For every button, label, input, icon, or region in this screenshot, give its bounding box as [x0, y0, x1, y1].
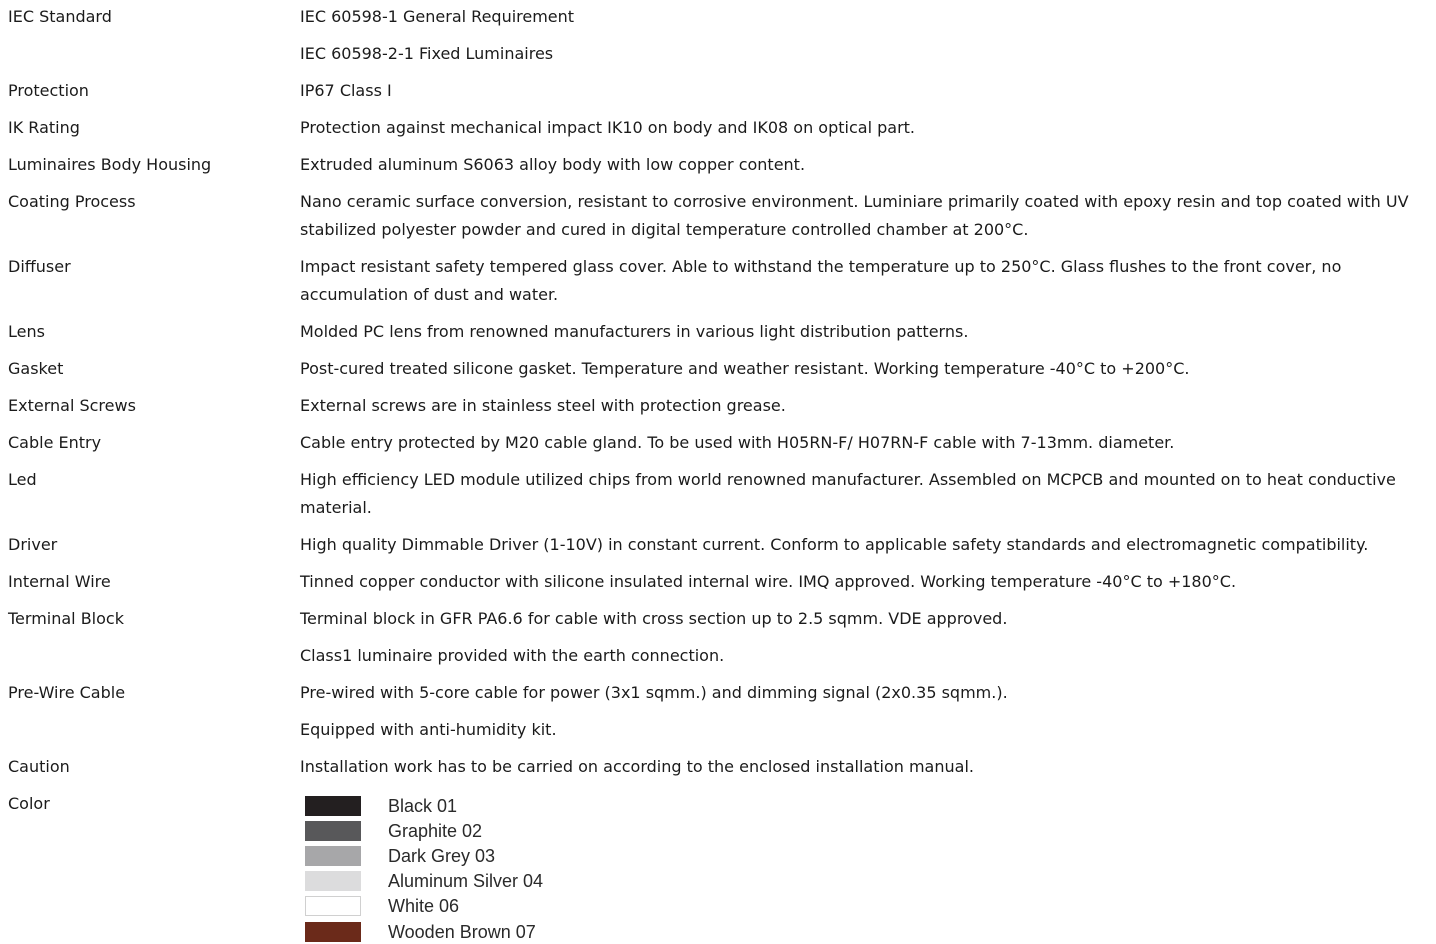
- spec-values: [300, 679, 1428, 753]
- spec-values: [300, 151, 1428, 188]
- spec-value: IEC 60598-2-1 Fixed Luminaires: [300, 44, 554, 63]
- spec-value: High efficiency LED module utilized chips from world renowned manufacturer. Assembled on MCPCB and mounted on to heat conductive material.: [300, 470, 1396, 517]
- spec-values: [300, 568, 1428, 605]
- color-swatch-item: [300, 869, 1428, 894]
- color-swatch-item: [300, 894, 1428, 919]
- color-swatch: [305, 871, 361, 891]
- spec-row: [8, 679, 1428, 753]
- spec-value: High quality Dimmable Driver (1-10V) in constant current. Conform to applicable safety standards and electromagnetic compatibility.: [300, 535, 1369, 554]
- spec-value: Pre-wired with 5-core cable for power (3x1 sqmm.) and dimming signal (2x0.35 sqmm.).: [300, 683, 1008, 702]
- color-swatch-name: Aluminum Silver 04: [388, 871, 544, 892]
- spec-row: [8, 3, 1428, 77]
- color-swatch: [305, 796, 361, 816]
- spec-values: [300, 188, 1428, 253]
- color-swatch: [305, 846, 361, 866]
- spec-label: Driver: [8, 535, 58, 554]
- color-swatch-item: [300, 818, 1428, 843]
- color-swatch-name: Wooden Brown 07: [388, 921, 536, 942]
- spec-value: Cable entry protected by M20 cable gland. To be used with H05RN-F/ H07RN-F cable with 7-13mm. diameter.: [300, 433, 1175, 452]
- color-swatch-list: [300, 790, 1428, 944]
- spec-values: [300, 531, 1428, 568]
- spec-row: [8, 568, 1428, 605]
- color-swatch-item: [300, 919, 1428, 944]
- spec-value: Nano ceramic surface conversion, resistant to corrosive environment. Luminiare primarily coated with epoxy resin and top coated with UV stabilized polyester powder and cured in digital temperature controlled chamber at 200°C.: [300, 192, 1409, 239]
- spec-value: Molded PC lens from renowned manufacturers in various light distribution patterns.: [300, 322, 969, 341]
- spec-values: [300, 753, 1428, 790]
- color-swatch-name: Dark Grey 03: [388, 845, 496, 866]
- spec-label: Pre-Wire Cable: [8, 683, 126, 702]
- spec-values: [300, 318, 1428, 355]
- color-swatch-name: Black 01: [388, 795, 458, 816]
- spec-label: Coating Process: [8, 192, 136, 211]
- spec-row: [8, 77, 1428, 114]
- spec-value: External screws are in stainless steel with protection grease.: [300, 396, 786, 415]
- spec-label: Cable Entry: [8, 433, 102, 452]
- color-swatch: [305, 896, 361, 916]
- spec-label: Gasket: [8, 359, 64, 378]
- spec-row: [8, 429, 1428, 466]
- spec-value: Installation work has to be carried on according to the enclosed installation manual.: [300, 757, 974, 776]
- spec-value: Post-cured treated silicone gasket. Temperature and weather resistant. Working temperature -40°C to +200°C.: [300, 359, 1190, 378]
- spec-values: [300, 253, 1428, 318]
- spec-label: Terminal Block: [8, 609, 124, 628]
- spec-value: IEC 60598-1 General Requirement: [300, 7, 575, 26]
- spec-values: [300, 466, 1428, 531]
- spec-row: [8, 253, 1428, 318]
- color-swatch-item: [300, 793, 1428, 818]
- spec-row: [8, 392, 1428, 429]
- spec-label: Internal Wire: [8, 572, 111, 591]
- spec-values: [300, 3, 1428, 77]
- spec-label: Led: [8, 470, 37, 489]
- spec-value: Tinned copper conductor with silicone insulated internal wire. IMQ approved. Working temperature -40°C to +180°C.: [300, 572, 1237, 591]
- spec-row: [8, 318, 1428, 355]
- spec-value: Class1 luminaire provided with the earth connection.: [300, 646, 725, 665]
- color-swatch-name: White 06: [388, 896, 460, 917]
- spec-label: IEC Standard: [8, 7, 112, 26]
- spec-row: [8, 188, 1428, 253]
- spec-row: [8, 753, 1428, 790]
- spec-value: Equipped with anti-humidity kit.: [300, 720, 557, 739]
- spec-row: [8, 605, 1428, 679]
- spec-values: [300, 392, 1428, 429]
- spec-table: [8, 3, 1428, 944]
- spec-row: [8, 114, 1428, 151]
- spec-row: [8, 355, 1428, 392]
- spec-values: [300, 77, 1428, 114]
- spec-value: Terminal block in GFR PA6.6 for cable with cross section up to 2.5 sqmm. VDE approved.: [300, 609, 1008, 628]
- color-swatch-item: [300, 843, 1428, 868]
- spec-label: Luminaires Body Housing: [8, 155, 212, 174]
- color-label: Color: [8, 794, 50, 813]
- color-row: [8, 790, 1428, 944]
- spec-value: Extruded aluminum S6063 alloy body with low copper content.: [300, 155, 806, 174]
- spec-label: IK Rating: [8, 118, 80, 137]
- spec-values: [300, 355, 1428, 392]
- spec-label: Lens: [8, 322, 45, 341]
- spec-value: Impact resistant safety tempered glass cover. Able to withstand the temperature up to 250°C. Glass flushes to the front cover, no accumulation of dust and water.: [300, 257, 1342, 304]
- spec-label: Diffuser: [8, 257, 71, 276]
- spec-values: [300, 429, 1428, 466]
- color-swatch: [305, 821, 361, 841]
- spec-label: Caution: [8, 757, 70, 776]
- spec-row: [8, 531, 1428, 568]
- spec-row: [8, 466, 1428, 531]
- spec-label: Protection: [8, 81, 89, 100]
- spec-label: External Screws: [8, 396, 136, 415]
- spec-value: IP67 Class I: [300, 81, 392, 100]
- spec-values: [300, 605, 1428, 679]
- spec-row: [8, 151, 1428, 188]
- color-swatch-name: Graphite 02: [388, 820, 483, 841]
- spec-value: Protection against mechanical impact IK10 on body and IK08 on optical part.: [300, 118, 915, 137]
- spec-values: [300, 114, 1428, 151]
